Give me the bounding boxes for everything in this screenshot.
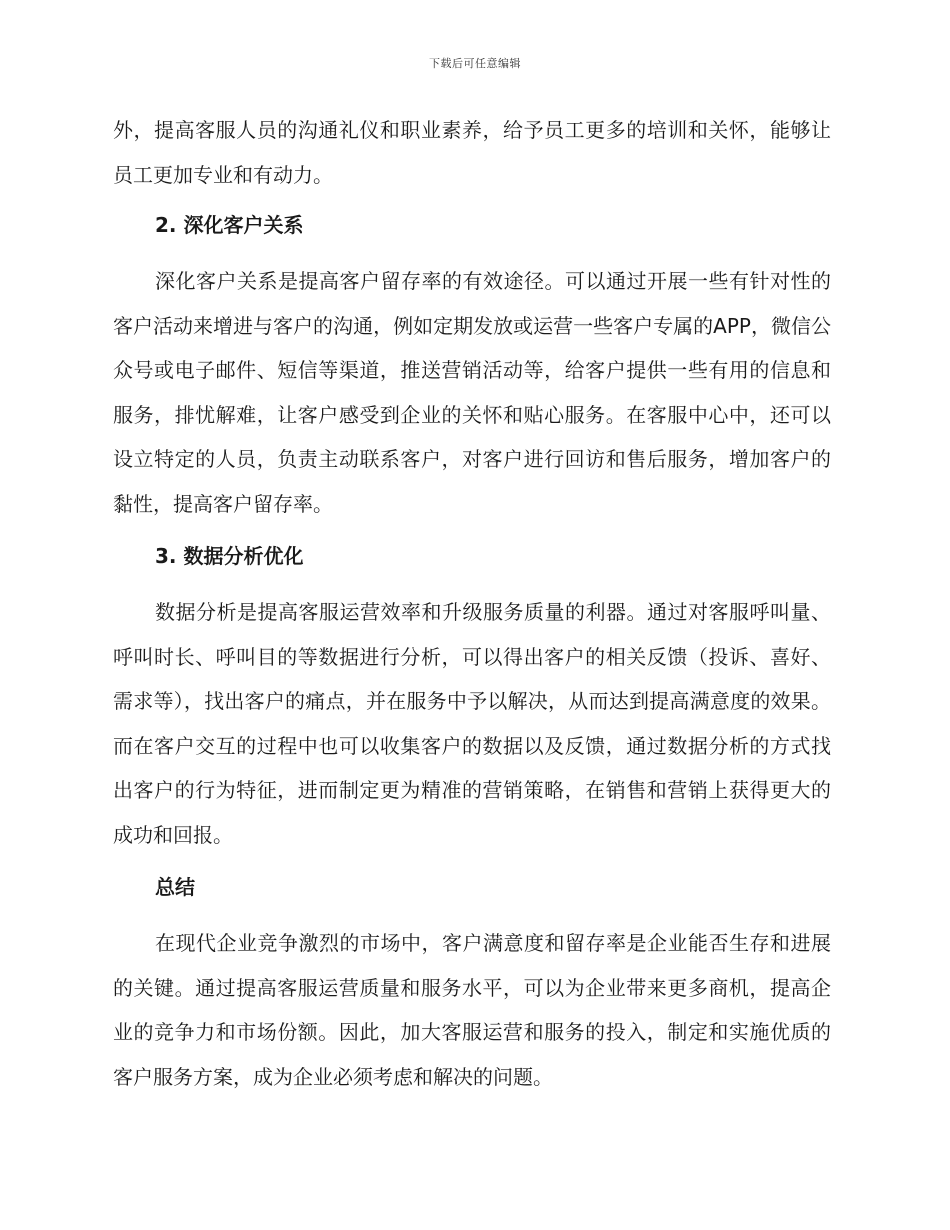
section-heading-summary: 总结 [155,875,195,899]
section-heading-deepen-relationship: 2. 深化客户关系 [155,213,304,237]
document-body [113,108,831,1099]
section-heading-data-analysis: 3. 数据分析优化 [155,544,304,568]
section-paragraph-summary: 在现代企业竞争激烈的市场中，客户满意度和留存率是企业能否生存和进展的关键。通过提高客服运营质量和服务水平，可以为企业带来更多商机，提高企业的竞争力和市场份额。因此，加大客服运营和服务的投入，制定和实施优质的客户服务方案，成为企业必须考虑和解决的问题。 [113,931,831,1089]
section-paragraph-data-analysis: 数据分析是提高客服运营效率和升级服务质量的利器。通过对客服呼叫量、呼叫时长、呼叫目的等数据进行分析，可以得出客户的相关反馈（投诉、喜好、需求等），找出客户的痛点，并在服务中予以解决，从而达到提高满意度的效果。而在客户交互的过程中也可以收集客户的数据以及反馈，通过数据分析的方式找出客户的行为特征，进而制定更为精准的营销策略，在销售和营销上获得更大的成功和回报。 [113,600,831,847]
intro-paragraph: 外，提高客服人员的沟通礼仪和职业素养，给予员工更多的培训和关怀，能够让员工更加专业和有动力。 [113,118,831,187]
section-paragraph-deepen-relationship: 深化客户关系是提高客户留存率的有效途径。可以通过开展一些有针对性的客户活动来增进与客户的沟通，例如定期发放或运营一些客户专属的APP，微信公众号或电子邮件、短信等渠道，推送营销活动等，给客户提供一些有用的信息和服务，排忧解难，让客户感受到企业的关怀和贴心服务。在客服中心中，还可以设立特定的人员，负责主动联系客户，对客户进行回访和售后服务，增加客户的黏性，提高客户留存率。 [113,269,831,516]
header-note: 下载后可任意编辑 [429,57,521,70]
